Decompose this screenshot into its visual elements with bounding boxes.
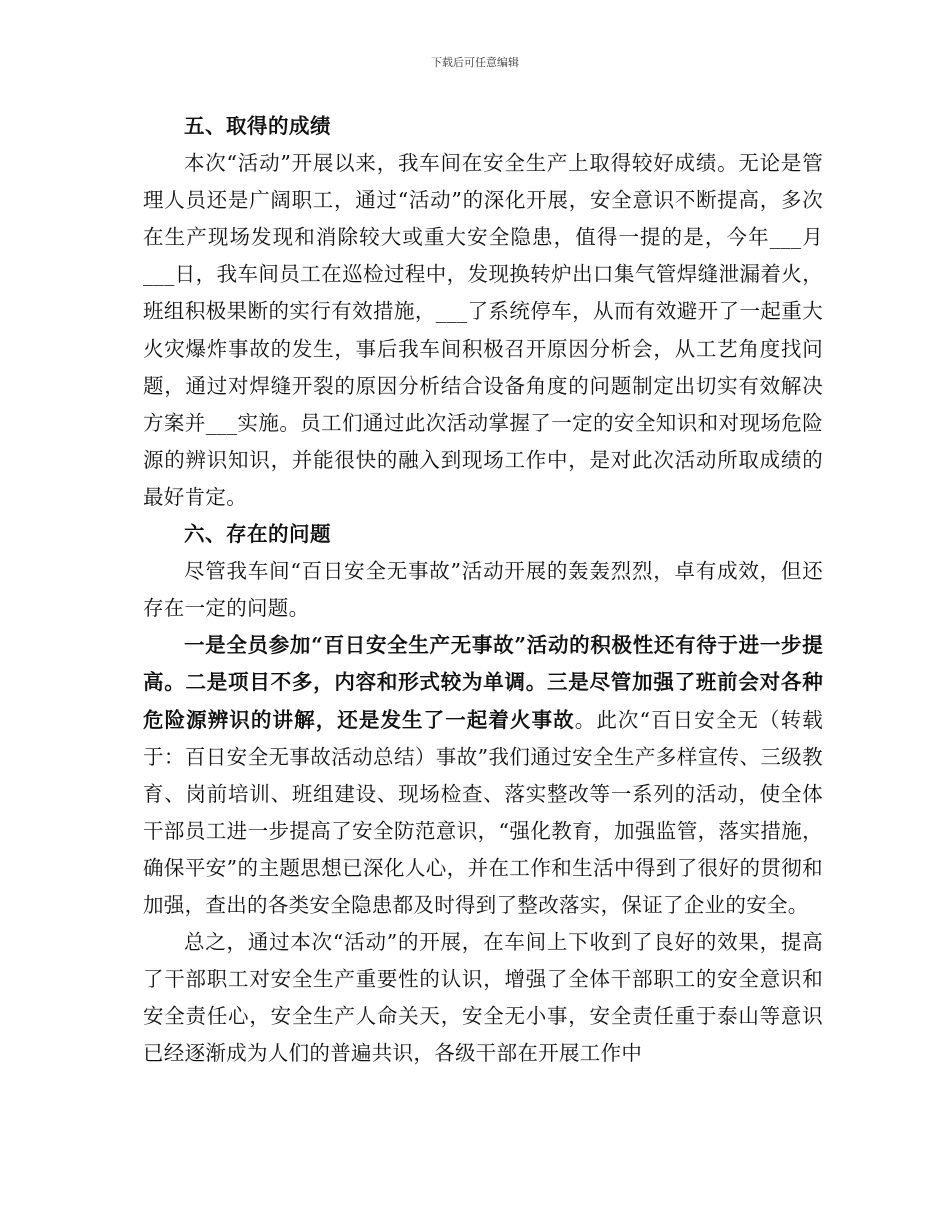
problems-bold-text: 一是全员参加“百日安全生产无事故”活动的积极性还有待于进一步提高。二是项目不多，内容和形式较为单调。三是尽管加强了班前会对各种危险源辨识的讲解，还是发生了一起着火事故 [143, 633, 823, 732]
problems-regular-text: 。此次“百日安全无（转载于：百日安全无事故活动总结）事故”我们通过安全生产多样宣传、三级教育、岗前培训、班组建设、现场检查、落实整改等一系列的活动，使全体干部员工进一步提高了安全防范意识，“强化教育，加强监管，落实措施，确保平安”的主题思想已深化人心，并在工作和生活中得到了很好的贯彻和加强，查出的各类安全隐患都及时得到了整改落实，保证了企业的安全。 [143, 707, 823, 917]
section-heading-problems: 六、存在的问题 [184, 522, 331, 547]
paragraph-summary: 总之，通过本次“活动”的开展，在车间上下收到了良好的效果，提高了干部职工对安全生产重要性的认识，增强了全体干部职工的安全意识和安全责任心，安全生产人命关天，安全无小事，安全责任重于泰山等意识已经逐渐成为人们的普遍共识，各级干部在开展工作中 [143, 930, 823, 1066]
document-body [143, 108, 823, 1072]
paragraph-achievements: 本次“活动”开展以来，我车间在安全生产上取得较好成绩。无论是管理人员还是广阔职工，通过“活动”的深化开展，安全意识不断提高，多次在生产现场发现和消除较大或重大安全隐患，值得一提的是，今年___月___日，我车间员工在巡检过程中，发现换转炉出口集气管焊缝泄漏着火，班组积极果断的实行有效措施，___了系统停车，从而有效避开了一起重大火灾爆炸事故的发生，事后我车间积极召开原因分析会，从工艺角度找问题，通过对焊缝开裂的原因分析结合设备角度的问题制定出切实有效解决方案并___实施。员工们通过此次活动掌握了一定的安全知识和对现场危险源的辨识知识，并能很快的融入到现场工作中，是对此次活动所取成绩的最好肯定。 [143, 151, 823, 509]
paragraph-problems-detail [143, 627, 823, 924]
section-heading-achievements: 五、取得的成绩 [184, 114, 331, 138]
page-header: 下载后可任意编辑 [431, 56, 519, 69]
paragraph-problems-intro: 尽管我车间“百日安全无事故”活动开展的轰轰烈烈，卓有成效，但还存在一定的问题。 [143, 559, 823, 621]
